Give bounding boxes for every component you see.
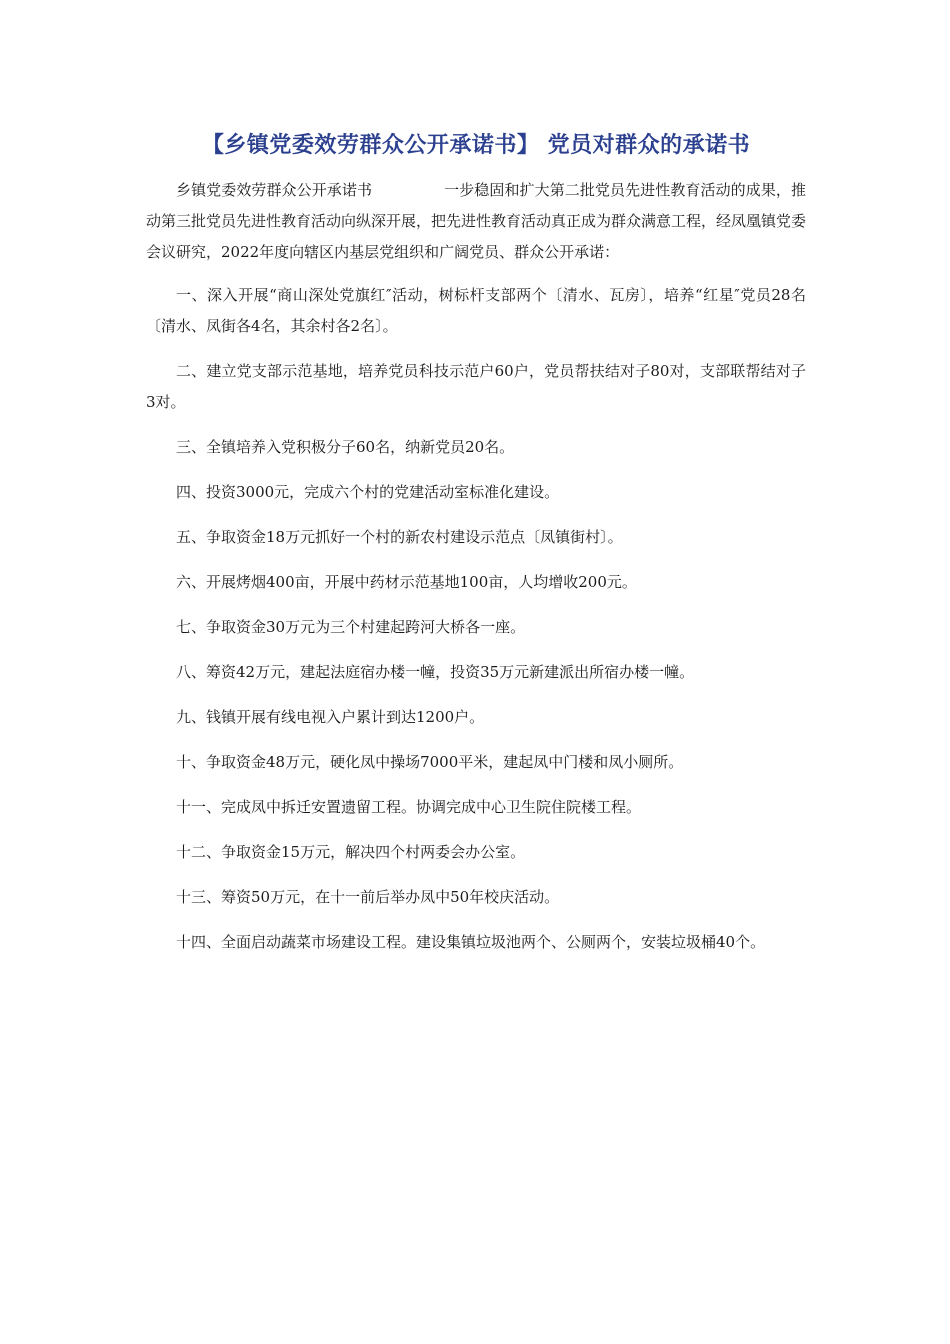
- commitment-item-5: 五、争取资金18万元抓好一个村的新农村建设示范点〔凤镇街村〕。: [176, 528, 623, 546]
- commitment-item-9: 九、钱镇开展有线电视入户累计到达1200户。: [176, 708, 485, 726]
- commitment-item-1: 一、深入开展“商山深处党旗红″活动，树标杆支部两个〔清水、瓦房〕，培养“红星″党员28名〔清水、凤街各4名，其余村各2名〕。: [146, 286, 806, 335]
- commitment-item-8: 八、筹资42万元，建起法庭宿办楼一幢，投资35万元新建派出所宿办楼一幢。: [176, 663, 695, 681]
- commitment-item-14: 十四、全面启动蔬菜市场建设工程。建设集镇垃圾池两个、公厕两个，安装垃圾桶40个。: [176, 933, 766, 951]
- commitment-item-6: 六、开展烤烟400亩，开展中药材示范基地100亩，人均增收200元。: [176, 573, 637, 591]
- commitment-item-3: 三、全镇培养入党积极分子60名，纳新党员20名。: [176, 438, 515, 456]
- intro-lead: 乡镇党委效劳群众公开承诺书: [176, 181, 373, 199]
- document-title: 【乡镇党委效劳群众公开承诺书】 党员对群众的承诺书: [201, 133, 751, 158]
- intro-body: 一步稳固和扩大第二批党员先进性教育活动的成果，推动第三批党员先进性教育活动向纵深开展，把先进性教育活动真正成为群众满意工程，经凤凰镇党委会议研究，2022年度向辖区内基层党组织和广阔党员、群众公开承诺：: [146, 181, 807, 261]
- commitment-item-13: 十三、筹资50万元，在十一前后举办凤中50年校庆活动。: [176, 888, 560, 906]
- intro-paragraph: [146, 175, 806, 268]
- document-page: [146, 128, 806, 972]
- commitment-item-7: 七、争取资金30万元为三个村建起跨河大桥各一座。: [176, 618, 526, 636]
- commitment-item-12: 十二、争取资金15万元，解决四个村两委会办公室。: [176, 843, 526, 861]
- commitment-item-2: 二、建立党支部示范基地，培养党员科技示范户60户，党员帮扶结对子80对，支部联帮结对子3对。: [146, 362, 806, 411]
- commitment-item-10: 十、争取资金48万元，硬化凤中操场7000平米，建起凤中门楼和凤小厕所。: [176, 753, 684, 771]
- commitment-item-11: 十一、完成凤中拆迁安置遗留工程。协调完成中心卫生院住院楼工程。: [176, 798, 642, 816]
- commitment-item-4: 四、投资3000元，完成六个村的党建活动室标准化建设。: [176, 483, 560, 501]
